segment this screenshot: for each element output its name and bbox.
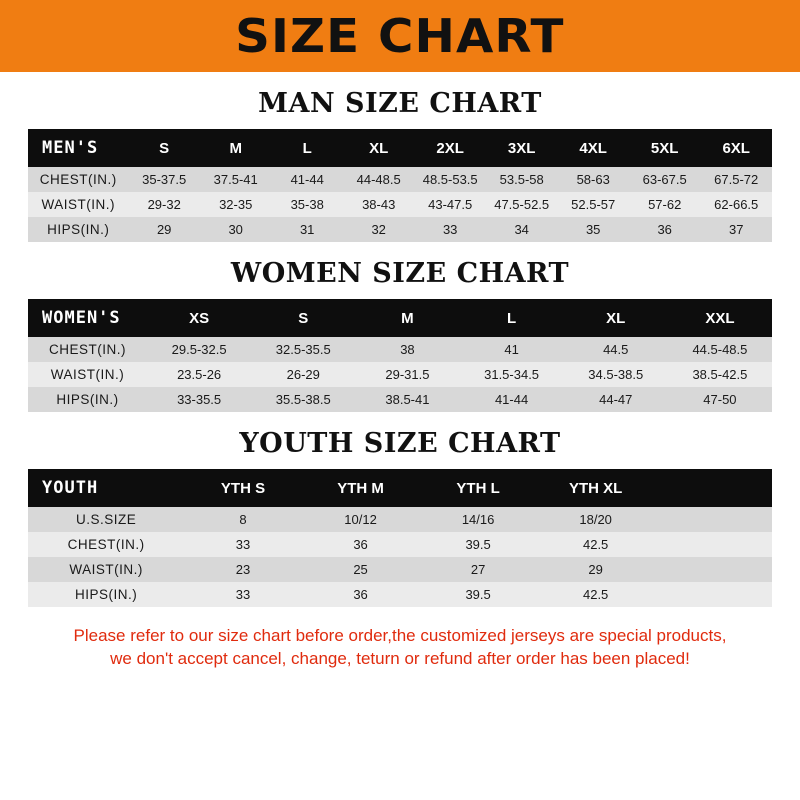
footer-note-line-2: we don't accept cancel, change, teturn or refund after order has been placed! (110, 648, 690, 668)
table-cell: 29.5-32.5 (147, 337, 251, 362)
table-row (28, 387, 772, 412)
table-cell: 29 (537, 557, 655, 582)
row-label: HIPS(IN.) (28, 387, 147, 412)
table-cell: 47.5-52.5 (486, 192, 558, 217)
column-header: S (128, 129, 200, 167)
table-header-row (28, 469, 772, 507)
column-header: YTH M (302, 469, 420, 507)
table-cell: 42.5 (537, 532, 655, 557)
table-cell: 41-44 (271, 167, 343, 192)
table-cell: 42.5 (537, 582, 655, 607)
table-cell: 32 (343, 217, 415, 242)
table-cell: 44.5 (564, 337, 668, 362)
table-row (28, 192, 772, 217)
women-size-table (28, 299, 772, 412)
table-cell: 58-63 (557, 167, 629, 192)
table-cell: 62-66.5 (700, 192, 772, 217)
table-cell: 25 (302, 557, 420, 582)
table-cell: 34 (486, 217, 558, 242)
column-header (654, 469, 772, 507)
table-cell: 31 (271, 217, 343, 242)
table-cell: 29-32 (128, 192, 200, 217)
page-title: SIZE CHART (235, 9, 565, 63)
row-label: CHEST(IN.) (28, 337, 147, 362)
table-header-row (28, 129, 772, 167)
table-header-row (28, 299, 772, 337)
column-header: 5XL (629, 129, 701, 167)
table-cell: 37 (700, 217, 772, 242)
column-header: XL (564, 299, 668, 337)
table-cell: 48.5-53.5 (414, 167, 486, 192)
row-label: HIPS(IN.) (28, 582, 184, 607)
column-header: 6XL (700, 129, 772, 167)
men-section-title: MAN SIZE CHART (258, 88, 542, 119)
column-header: YTH L (419, 469, 537, 507)
table-row (28, 507, 772, 532)
table-cell: 18/20 (537, 507, 655, 532)
row-label: CHEST(IN.) (28, 532, 184, 557)
table-cell: 41 (460, 337, 564, 362)
column-header: 4XL (557, 129, 629, 167)
table-cell: 41-44 (460, 387, 564, 412)
table-cell: 23.5-26 (147, 362, 251, 387)
column-header: MEN'S (28, 129, 128, 167)
table-cell: 36 (302, 532, 420, 557)
column-header: S (251, 299, 355, 337)
table-cell: 33 (184, 532, 302, 557)
table-cell: 8 (184, 507, 302, 532)
table-cell: 26-29 (251, 362, 355, 387)
table-cell: 33-35.5 (147, 387, 251, 412)
table-cell: 36 (302, 582, 420, 607)
table-row (28, 362, 772, 387)
row-label: HIPS(IN.) (28, 217, 128, 242)
table-row (28, 557, 772, 582)
content-area (0, 88, 800, 671)
table-cell: 29-31.5 (355, 362, 459, 387)
table-cell (654, 557, 772, 582)
table-cell (654, 507, 772, 532)
banner (0, 0, 800, 72)
row-label: U.S.SIZE (28, 507, 184, 532)
table-cell: 38-43 (343, 192, 415, 217)
youth-section-title: YOUTH SIZE CHART (239, 428, 561, 459)
column-header: L (460, 299, 564, 337)
table-cell: 33 (184, 582, 302, 607)
column-header: YOUTH (28, 469, 184, 507)
table-cell: 38.5-42.5 (668, 362, 772, 387)
table-cell: 30 (200, 217, 272, 242)
table-cell: 32.5-35.5 (251, 337, 355, 362)
table-cell: 35.5-38.5 (251, 387, 355, 412)
column-header: 3XL (486, 129, 558, 167)
table-cell: 31.5-34.5 (460, 362, 564, 387)
table-cell: 47-50 (668, 387, 772, 412)
table-cell: 37.5-41 (200, 167, 272, 192)
table-cell: 10/12 (302, 507, 420, 532)
men-size-table (28, 129, 772, 242)
column-header: XS (147, 299, 251, 337)
table-cell: 27 (419, 557, 537, 582)
column-header: M (200, 129, 272, 167)
column-header: WOMEN'S (28, 299, 147, 337)
table-cell: 63-67.5 (629, 167, 701, 192)
table-cell: 67.5-72 (700, 167, 772, 192)
table-cell: 44.5-48.5 (668, 337, 772, 362)
table-cell: 38.5-41 (355, 387, 459, 412)
table-cell: 38 (355, 337, 459, 362)
table-row (28, 167, 772, 192)
table-cell (654, 582, 772, 607)
table-cell: 44-47 (564, 387, 668, 412)
column-header: XXL (668, 299, 772, 337)
women-section-title: WOMEN SIZE CHART (230, 258, 570, 289)
table-cell: 34.5-38.5 (564, 362, 668, 387)
table-cell: 36 (629, 217, 701, 242)
row-label: CHEST(IN.) (28, 167, 128, 192)
row-label: WAIST(IN.) (28, 362, 147, 387)
table-cell: 35 (557, 217, 629, 242)
footer-note (28, 625, 772, 671)
table-cell: 39.5 (419, 532, 537, 557)
column-header: M (355, 299, 459, 337)
table-cell: 43-47.5 (414, 192, 486, 217)
column-header: 2XL (414, 129, 486, 167)
column-header: YTH XL (537, 469, 655, 507)
table-cell: 52.5-57 (557, 192, 629, 217)
table-row (28, 337, 772, 362)
column-header: XL (343, 129, 415, 167)
table-cell: 32-35 (200, 192, 272, 217)
table-cell: 39.5 (419, 582, 537, 607)
table-cell: 57-62 (629, 192, 701, 217)
table-row (28, 532, 772, 557)
table-cell: 44-48.5 (343, 167, 415, 192)
row-label: WAIST(IN.) (28, 557, 184, 582)
table-row (28, 217, 772, 242)
table-cell: 29 (128, 217, 200, 242)
table-cell: 23 (184, 557, 302, 582)
table-row (28, 582, 772, 607)
table-cell: 14/16 (419, 507, 537, 532)
table-cell: 35-38 (271, 192, 343, 217)
table-cell: 33 (414, 217, 486, 242)
row-label: WAIST(IN.) (28, 192, 128, 217)
footer-note-line-1: Please refer to our size chart before order,the customized jerseys are special products, (73, 626, 727, 645)
table-cell (654, 532, 772, 557)
column-header: YTH S (184, 469, 302, 507)
youth-size-table (28, 469, 772, 607)
table-cell: 53.5-58 (486, 167, 558, 192)
table-cell: 35-37.5 (128, 167, 200, 192)
column-header: L (271, 129, 343, 167)
